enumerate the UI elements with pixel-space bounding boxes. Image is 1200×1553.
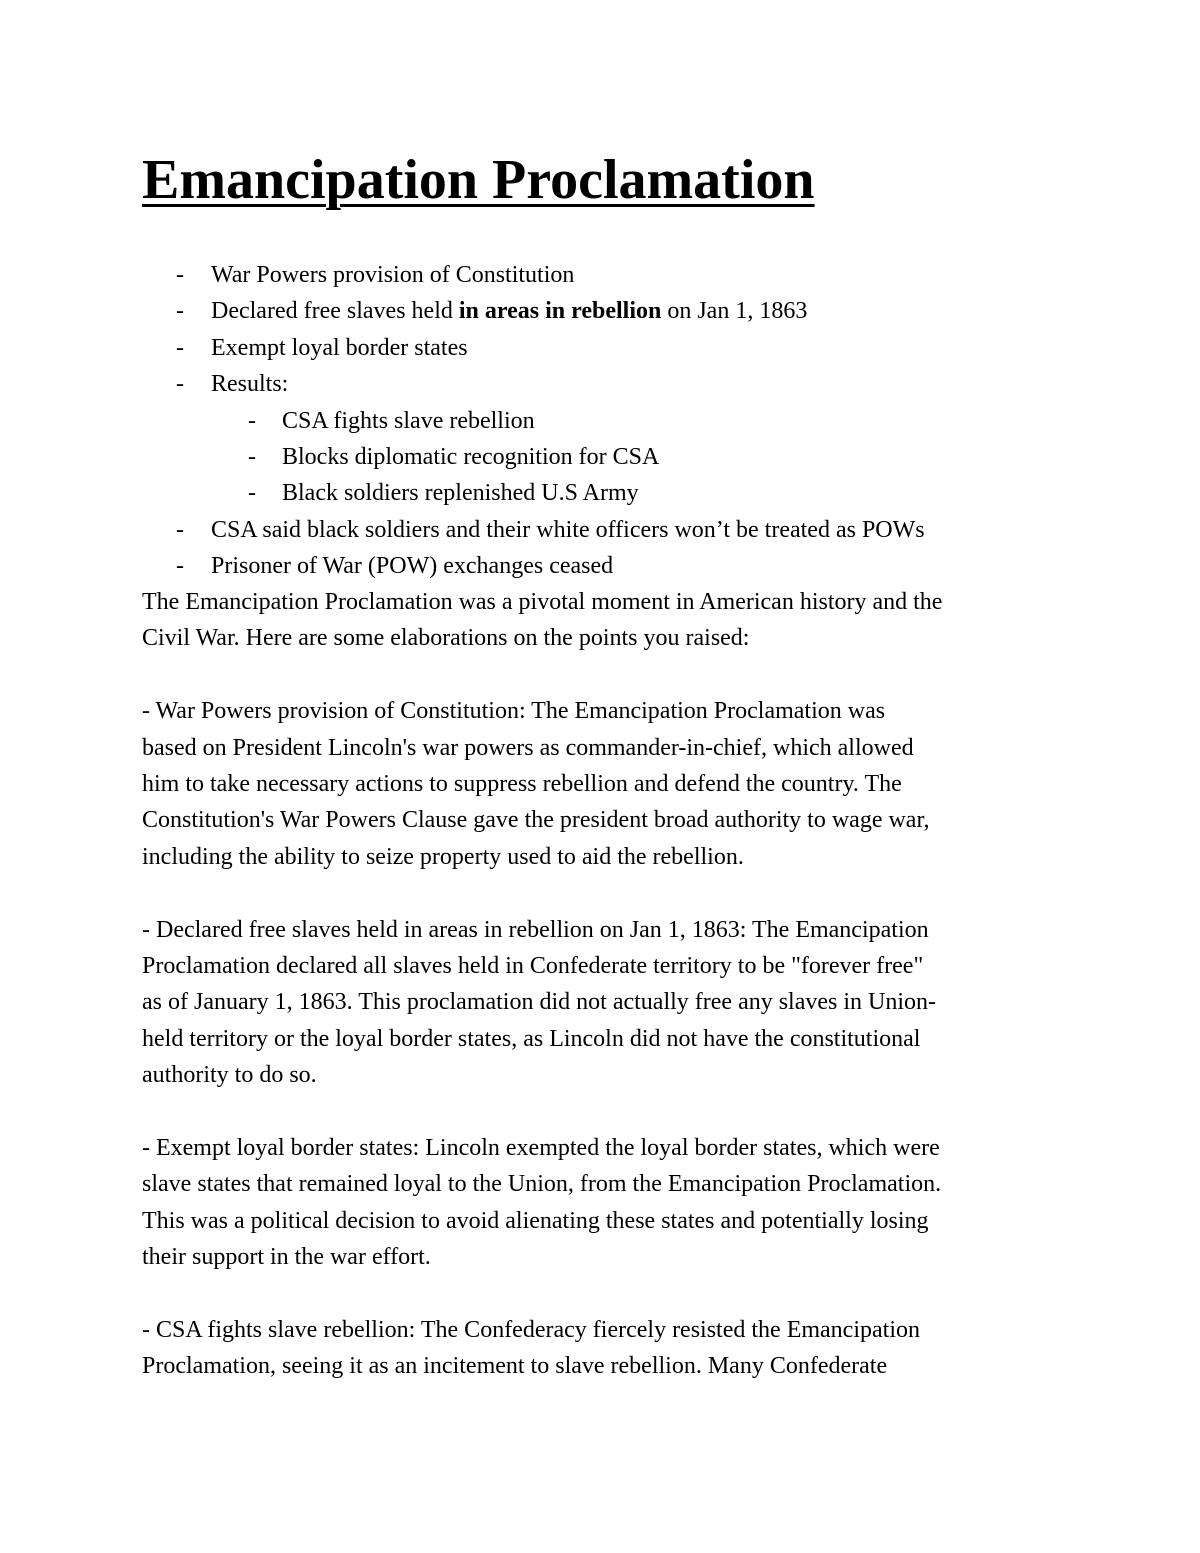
list-item-text	[211, 293, 807, 329]
text-line: Proclamation, seeing it as an incitement to slave rebellion. Many Confederate	[142, 1353, 888, 1380]
paragraph-spacer	[142, 1275, 1072, 1311]
page-title: Emancipation Proclamation	[142, 149, 815, 211]
bullet-dash: -	[248, 480, 256, 507]
bullet-dash: -	[176, 553, 184, 580]
list-item-text: War Powers provision of Constitution	[211, 262, 575, 288]
paragraph-csa-fights	[142, 1312, 1072, 1385]
bullet-dash: -	[176, 371, 184, 398]
paragraph-war-powers	[142, 693, 1072, 875]
text-line: as of January 1, 1863. This proclamation did not actually free any slaves in Union-	[142, 989, 937, 1016]
text-line: Constitution's War Powers Clause gave the president broad authority to wage war,	[142, 807, 930, 834]
text-line: This was a political decision to avoid alienating these states and potentially losing	[142, 1207, 929, 1234]
bullet-dash: -	[176, 334, 184, 361]
list-item-text: CSA said black soldiers and their white officers won’t be treated as POWs	[211, 516, 925, 543]
text-line: authority to do so.	[142, 1062, 317, 1089]
text-line: Civil War. Here are some elaborations on the points you raised:	[142, 625, 750, 652]
paragraph-spacer	[142, 1093, 1072, 1129]
text-line: Proclamation declared all slaves held in Confederate territory to be "forever free"	[142, 952, 924, 979]
bullet-dash: -	[248, 443, 256, 470]
list-item-bold-text: in areas in rebellion	[458, 298, 662, 325]
paragraph-intro	[142, 584, 1072, 657]
text-line: their support in the war effort.	[142, 1244, 431, 1271]
paragraph-spacer	[142, 875, 1072, 911]
text-line: based on President Lincoln's war powers as commander-in-chief, which allowed	[142, 734, 914, 761]
paragraph-declared-free	[142, 912, 1072, 1094]
text-line: - CSA fights slave rebellion: The Confederacy fiercely resisted the Emancipation	[142, 1316, 920, 1343]
list-item-text: Results:	[211, 371, 289, 398]
text-line: - Exempt loyal border states: Lincoln exempted the loyal border states, which were	[142, 1134, 940, 1161]
text-line: slave states that remained loyal to the Union, from the Emancipation Proclamation.	[142, 1171, 942, 1198]
sub-list-item-text: CSA fights slave rebellion	[282, 407, 535, 434]
sub-list-item-text: Blocks diplomatic recognition for CSA	[282, 443, 660, 470]
list-item-text-end: on Jan 1, 1863	[661, 298, 808, 325]
sub-list-item-text: Black soldiers replenished U.S Army	[282, 480, 639, 507]
text-line: held territory or the loyal border states, as Lincoln did not have the constitutional	[142, 1025, 921, 1052]
text-line: including the ability to seize property used to aid the rebellion.	[142, 843, 744, 870]
text-line: - War Powers provision of Constitution: The Emancipation Proclamation was	[142, 698, 886, 725]
body-text	[142, 584, 1072, 1385]
bullet-dash: -	[248, 407, 256, 434]
paragraph-spacer	[142, 657, 1072, 693]
bullet-dash: -	[176, 516, 184, 543]
list-item-text: Exempt loyal border states	[211, 334, 468, 361]
list-item-text-start: Declared free slaves held	[211, 298, 459, 325]
bullet-dash: -	[176, 298, 184, 325]
list-item-text: Prisoner of War (POW) exchanges ceased	[211, 553, 614, 580]
text-line: him to take necessary actions to suppress rebellion and defend the country. The	[142, 770, 902, 797]
bullet-dash: -	[176, 262, 184, 288]
text-line: The Emancipation Proclamation was a pivotal moment in American history and the	[142, 589, 943, 615]
paragraph-border-states	[142, 1130, 1072, 1276]
text-line: - Declared free slaves held in areas in rebellion on Jan 1, 1863: The Emancipation	[142, 916, 929, 943]
